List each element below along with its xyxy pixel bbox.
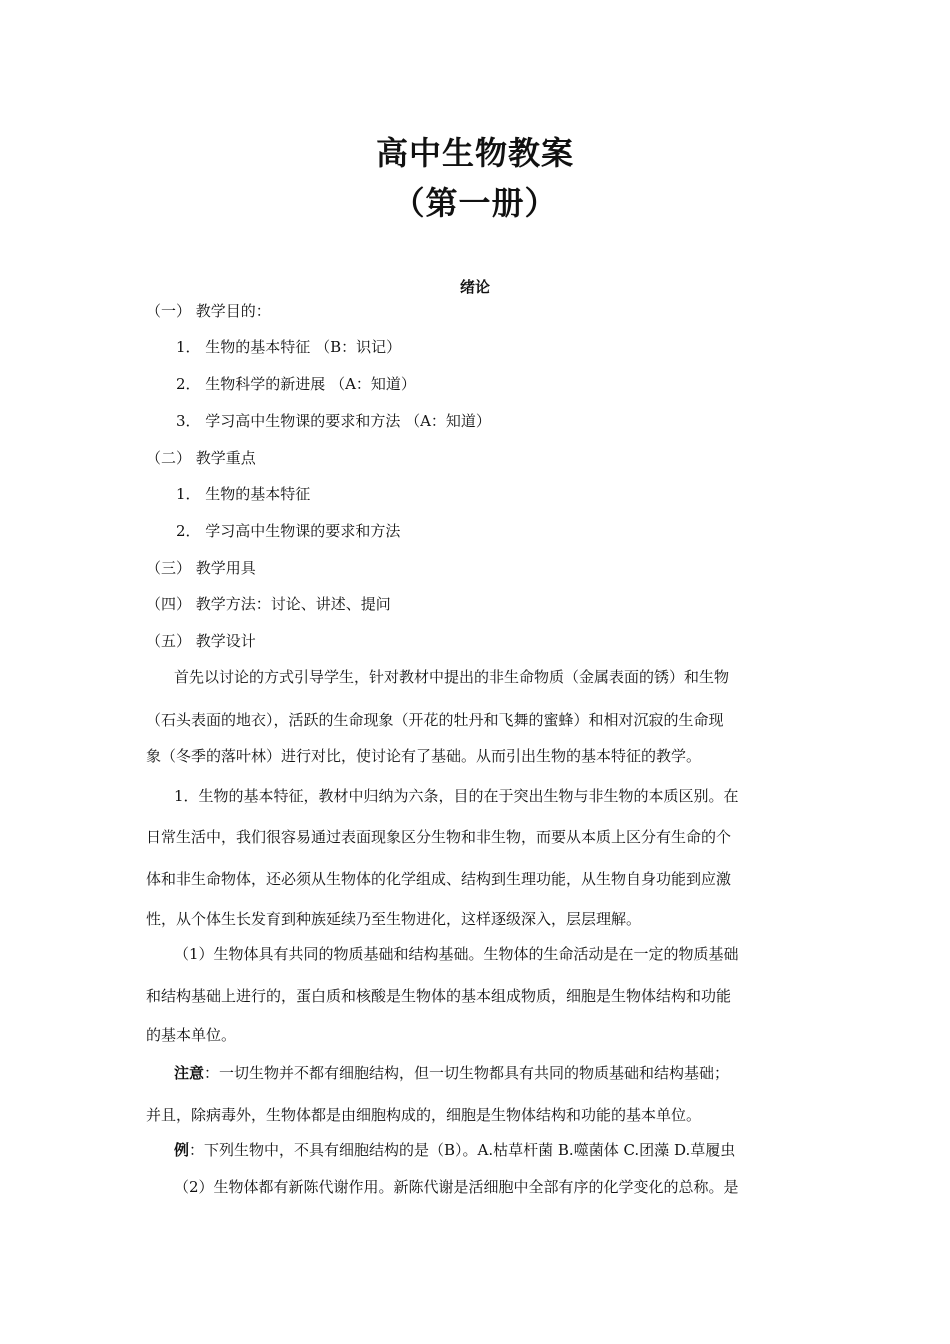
note-label: 注意 [174, 1064, 205, 1082]
outline-item: （四） 教学方法：讨论、讲述、提问 [146, 595, 391, 613]
example-line [174, 1140, 735, 1160]
document-subtitle: （第一册） [392, 184, 558, 222]
outline-subitem: 2． 学习高中生物课的要求和方法 [176, 522, 401, 540]
outline-subitem: 1． 生物的基本特征 [176, 485, 311, 503]
paragraph-line: 体和非生命物体，还必须从生物体的化学组成、结构到生理功能，从生物自身功能到应激 [146, 870, 732, 888]
outline-subitem: 2． 生物科学的新进展 （A：知道） [176, 375, 416, 393]
paragraph-line: 首先以讨论的方式引导学生，针对教材中提出的非生命物质（金属表面的锈）和生物 [174, 668, 730, 686]
section-title: 绪论 [459, 278, 490, 296]
paragraph-line: 的基本单位。 [146, 1026, 237, 1044]
outline-item: （一） 教学目的： [146, 302, 271, 320]
note-line [174, 1063, 729, 1083]
paragraph-line: 1．生物的基本特征，教材中归纳为六条，目的在于突出生物与非生物的本质区别。在 [174, 787, 739, 805]
outline-item: （五） 教学设计 [146, 632, 256, 650]
paragraph-line: 日常生活中，我们很容易通过表面现象区分生物和非生物，而要从本质上区分有生命的个 [146, 828, 732, 846]
outline-subitem: 1． 生物的基本特征 （B：识记） [176, 338, 402, 356]
example-text: ：下列生物中，不具有细胞结构的是（B）。A.枯草杆菌 B.噬菌体 C.团藻 D.草履虫 [189, 1141, 736, 1159]
paragraph-line: 象（冬季的落叶林）进行对比，使讨论有了基础。从而引出生物的基本特征的教学。 [146, 747, 702, 765]
paragraph-line: 和结构基础上进行的，蛋白质和核酸是生物体的基本组成物质，细胞是生物体结构和功能 [146, 987, 732, 1005]
paragraph-line: （2）生物体都有新陈代谢作用。新陈代谢是活细胞中全部有序的化学变化的总称。是 [174, 1178, 739, 1196]
outline-item: （三） 教学用具 [146, 559, 256, 577]
paragraph-line: （石头表面的地衣），活跃的生命现象（开花的牡丹和飞舞的蜜蜂）和相对沉寂的生命现 [146, 711, 724, 729]
outline-subitem: 3． 学习高中生物课的要求和方法 （A：知道） [176, 412, 491, 430]
paragraph-line: （1）生物体具有共同的物质基础和结构基础。生物体的生命活动是在一定的物质基础 [174, 945, 739, 963]
example-label: 例 [174, 1141, 190, 1159]
paragraph-line: 并且，除病毒外，生物体都是由细胞构成的，细胞是生物体结构和功能的基本单位。 [146, 1106, 702, 1124]
paragraph-line: 性，从个体生长发育到种族延续乃至生物进化，这样逐级深入，层层理解。 [146, 910, 642, 928]
document-title: 高中生物教案 [375, 134, 574, 172]
note-text: ：一切生物并不都有细胞结构，但一切生物都具有共同的物质基础和结构基础； [204, 1064, 730, 1082]
outline-item: （二） 教学重点 [146, 449, 256, 467]
